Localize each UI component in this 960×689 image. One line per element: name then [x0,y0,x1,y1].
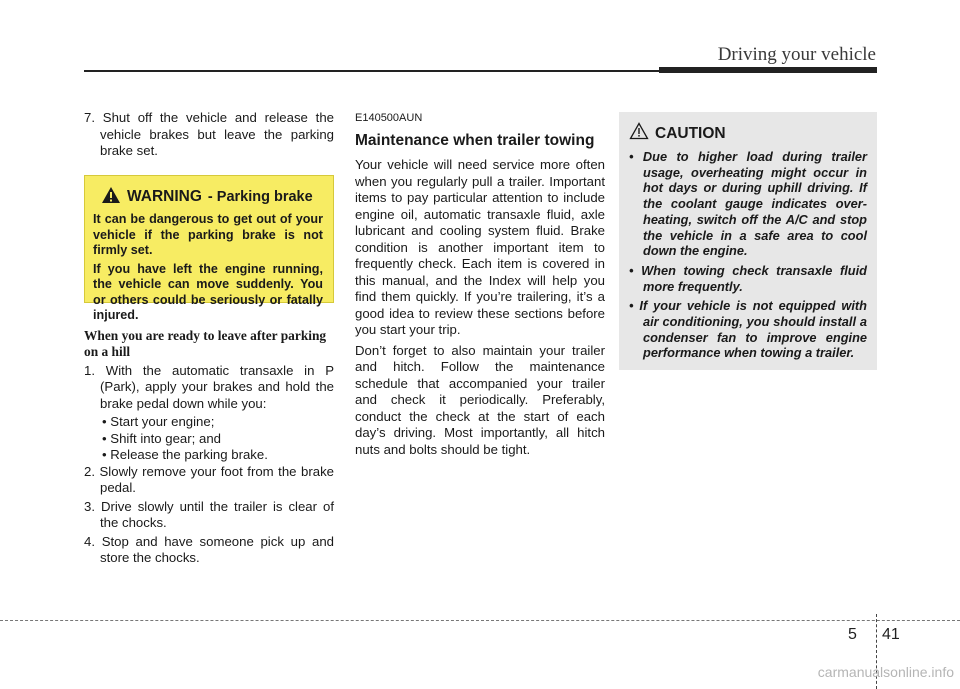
maintenance-paragraph-2: Don’t forget to also maintain your trailer and hitch. Follow the maintenance schedule that accompanied your trailer and check it periodically. Preferably, conduct the check at the start of each day’s driving. Most importantly, all hitch nuts and bolts should be tight. [355,342,605,457]
warning-title: WARNING [127,187,202,205]
step-7: 7. Shut off the vehicle and release the vehicle brakes but leave the parking brake set. [84,110,334,158]
step-1: 1. With the automatic transaxle in P (Park), apply your brakes and hold the brake pedal down while you: [84,362,334,411]
warning-text-2: If you have left the engine running, the vehicle can move suddenly. You or others could be seriously or fatally injured. [93,261,323,322]
hill-subheading: When you are ready to leave after parking on a hill [84,327,327,359]
header-rule-thin [84,70,659,72]
maintenance-paragraph-1: Your vehicle will need service more often when you regularly pull a trailer. Important items to pay particular attention to include engine oil, automatic transaxle fluid, axle lubricant and cooling system fluid. Brake condition is another important item to frequently check. Each item is covered in this manual, and the Index will help you find them quickly. If you’re trailering, it’s a good idea to review these sections before you start your trip. [355,157,605,337]
step-2: 2. Slowly remove your foot from the brake pedal. [84,463,334,495]
step-3: 3. Drive slowly until the trailer is clear of the chocks. [84,498,334,530]
caution-title-row [629,122,867,145]
section-code: E140500AUN [355,112,423,124]
step-4: 4. Stop and have someone pick up and store the chocks. [84,533,334,565]
left-column [84,110,334,569]
chapter-number: 5 [848,626,857,643]
caution-title: CAUTION [655,124,726,142]
header-rule-thick [659,67,877,73]
bullet-release-brake: • Release the parking brake. [102,447,268,462]
warning-triangle-icon [101,186,121,209]
page-header-title: Driving your vehicle [717,44,876,65]
warning-box [84,175,334,322]
warning-text-1: It can be dangerous to get out of your vehicle if the parking brake is not firmly set. [93,212,323,257]
caution-triangle-icon [629,122,649,145]
caution-item-transaxle: • When towing check transaxle fluid more frequently. [629,262,867,294]
warning-title-row [93,186,323,209]
bullet-shift-gear: • Shift into gear; and [102,430,221,446]
middle-column [355,110,605,462]
page-number: 41 [882,626,900,643]
bullet-start-engine: • Start your engine; [102,414,215,429]
watermark: carmanualsonline.info [817,664,954,680]
caution-box [619,112,877,370]
section-title: Maintenance when trailer towing [355,131,595,149]
caution-item-condenser: • If your vehicle is not equipped with air conditioning, you should install a condenser fan to improve engine performance when towing a trailer. [629,298,867,361]
footer-dashed-rule [0,620,960,621]
caution-item-overheating: • Due to higher load during trailer usage, overheating might occur in hot days or during uphill driving. If the coolant gauge indicates over-heating, switch off the A/C and stop the vehicle in a safe area to cool down the engine. [629,149,867,259]
warning-subtitle: - Parking brake [207,188,313,205]
